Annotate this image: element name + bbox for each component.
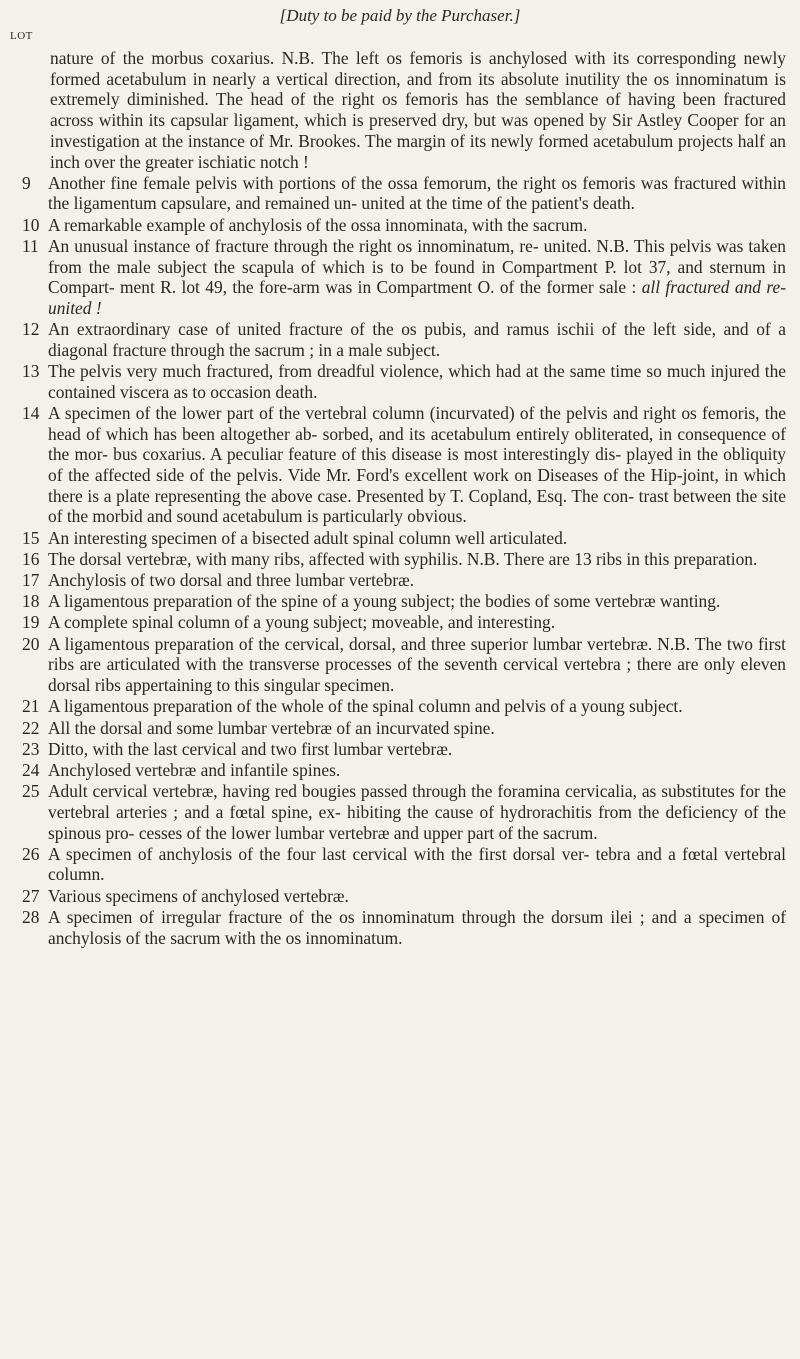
lot-description: Ditto, with the last cervical and two first lumbar vertebræ. bbox=[48, 738, 453, 759]
lot-entry bbox=[22, 612, 786, 633]
lot-number: 26 bbox=[22, 843, 40, 864]
lot-description: Anchylosis of two dorsal and three lumbar vertebræ. bbox=[48, 570, 415, 591]
lot-entry bbox=[22, 528, 786, 549]
lot-number: 16 bbox=[22, 548, 40, 569]
lot-number: 19 bbox=[22, 612, 40, 633]
lot-entry bbox=[22, 718, 786, 739]
lot-entry bbox=[22, 760, 786, 781]
lot-description: The dorsal vertebræ, with many ribs, affected with syphilis. N.B. There are 13 ribs in this preparation. bbox=[48, 548, 758, 569]
lot-number: 11 bbox=[22, 235, 39, 256]
lot-column-label: LOT bbox=[10, 30, 33, 42]
lot-number: 23 bbox=[22, 738, 40, 759]
lot-description: The pelvis very much fractured, from dreadful violence, which had at the same time so much injured the contained viscera as to occasion death. bbox=[48, 361, 786, 402]
lot-description: A remarkable example of anchylosis of the ossa innominata, with the sacrum. bbox=[48, 214, 588, 235]
lot-description: A ligamentous preparation of the whole of the spinal column and pelvis of a young subject. bbox=[48, 696, 683, 717]
lot-entry bbox=[22, 215, 786, 236]
lot-description: An extraordinary case of united fracture of the os pubis, and ramus ischii of the left side, and of a diagonal fracture through the sacrum ; in a male subject. bbox=[48, 319, 786, 360]
lot-number: 15 bbox=[22, 527, 40, 548]
lot-entry bbox=[22, 886, 786, 907]
lot-description-emphasis: all fractured and re-united ! bbox=[48, 277, 786, 318]
lot-description bbox=[48, 236, 786, 319]
lot-number: 27 bbox=[22, 885, 40, 906]
lot-description: A ligamentous preparation of the cervical, dorsal, and three superior lumbar vertebræ. N.B. The two first ribs are articulated with the transverse processes of the seventh cervical vertebra ; there are only eleven dorsal ribs appertaining to this singular specimen. bbox=[48, 633, 786, 696]
page-header: [Duty to be paid by the Purchaser.] bbox=[279, 6, 521, 25]
lot-entry bbox=[22, 319, 786, 360]
lot-entry bbox=[22, 907, 786, 948]
lot-entry bbox=[22, 48, 786, 172]
lot-number: 17 bbox=[22, 570, 40, 591]
lot-number: 22 bbox=[22, 717, 40, 738]
lot-number: 18 bbox=[22, 591, 40, 612]
lot-description: Another fine female pelvis with portions of the ossa femorum, the right os femoris was fractured within the ligamentum capsulare, and remained un- united at the time of the patient's death. bbox=[48, 172, 786, 214]
lot-description: Adult cervical vertebræ, having red bougies passed through the foramina cervicalia, as substitutes for the vertebral arteries ; and a fœtal spine, ex- hibiting the cause of hydrorachitis from the deficiency of the spinous pro- cesses of the lower lumbar vertebræ and upper part of the sacrum. bbox=[48, 781, 786, 843]
lot-entries bbox=[22, 48, 786, 949]
lot-number: 9 bbox=[22, 172, 31, 193]
lot-description: nature of the morbus coxarius. N.B. The left os femoris is anchylosed with its corresponding newly formed acetabulum in nearly a vertical direction, and from its absolute inutility the os innominatum is extremely diminished. The head of the right os femoris has the semblance of having been fractured across within its capsular ligament, which is preserved dry, but was opened by Sir Astley Cooper for an investigation at the instance of Mr. Brookes. The margin of its newly formed acetabulum projects half an inch over the greater ischiatic notch ! bbox=[50, 48, 786, 172]
lot-description: Anchylosed vertebræ and infantile spines. bbox=[48, 759, 341, 780]
lot-number bbox=[22, 48, 50, 172]
lot-description: An interesting specimen of a bisected adult spinal column well articulated. bbox=[48, 527, 568, 548]
lot-entry bbox=[22, 739, 786, 760]
lot-number: 13 bbox=[22, 361, 40, 382]
lot-entry bbox=[22, 549, 786, 570]
lot-entry bbox=[22, 696, 786, 717]
lot-entry bbox=[22, 844, 786, 885]
lot-description-main: An unusual instance of fracture through the right os innominatum, re- united. N.B. This pelvis was taken from the male subject the scapula of which is to be found in Compartment P. lot 37, and sternum in Compart- ment R. lot 49, the fore-arm was in Compartment O. of the former sale : bbox=[48, 235, 786, 298]
lot-number: 20 bbox=[22, 633, 40, 654]
lot-entry bbox=[22, 173, 786, 214]
lot-entry bbox=[22, 781, 786, 843]
lot-entry bbox=[22, 361, 786, 402]
lot-description: A specimen of anchylosis of the four last cervical with the first dorsal ver- tebra and a fœtal vertebral column. bbox=[48, 843, 786, 885]
lot-description: A ligamentous preparation of the spine of a young subject; the bodies of some vertebræ wanting. bbox=[48, 591, 721, 612]
lot-entry bbox=[22, 236, 786, 319]
lot-number: 21 bbox=[22, 696, 40, 717]
lot-entry bbox=[22, 591, 786, 612]
lot-entry bbox=[22, 634, 786, 696]
lot-entry bbox=[22, 403, 786, 527]
lot-number: 25 bbox=[22, 781, 40, 802]
lot-description: A specimen of the lower part of the vertebral column (incurvated) of the pelvis and right os femoris, the head of which has been altogether ab- sorbed, and its acetabulum entirely obliterated, in consequence of the mor- bus coxarius. A peculiar feature of this disease is most interestingly dis- played in the obliquity of the affected side of the pelvis. Vide Mr. Ford's excellent work on Diseases of the Hip-joint, in which there is a plate representing the above case. Presented by T. Copland, Esq. The con- trast between the site of the morbid and sound acetabulum is particularly obvious. bbox=[48, 402, 786, 527]
lot-description: A complete spinal column of a young subject; moveable, and interesting. bbox=[48, 612, 556, 633]
lot-number: 10 bbox=[22, 214, 40, 235]
lot-number: 12 bbox=[22, 319, 40, 340]
lot-description: A specimen of irregular fracture of the os innominatum through the dorsum ilei ; and a specimen of anchylosis of the sacrum with the os innominatum. bbox=[48, 906, 786, 948]
lot-description: All the dorsal and some lumbar vertebræ of an incurvated spine. bbox=[48, 717, 495, 738]
lot-number: 28 bbox=[22, 906, 40, 927]
lot-description: Various specimens of anchylosed vertebræ. bbox=[48, 885, 349, 906]
lot-number: 14 bbox=[22, 402, 40, 423]
lot-entry bbox=[22, 570, 786, 591]
lot-number: 24 bbox=[22, 759, 40, 780]
